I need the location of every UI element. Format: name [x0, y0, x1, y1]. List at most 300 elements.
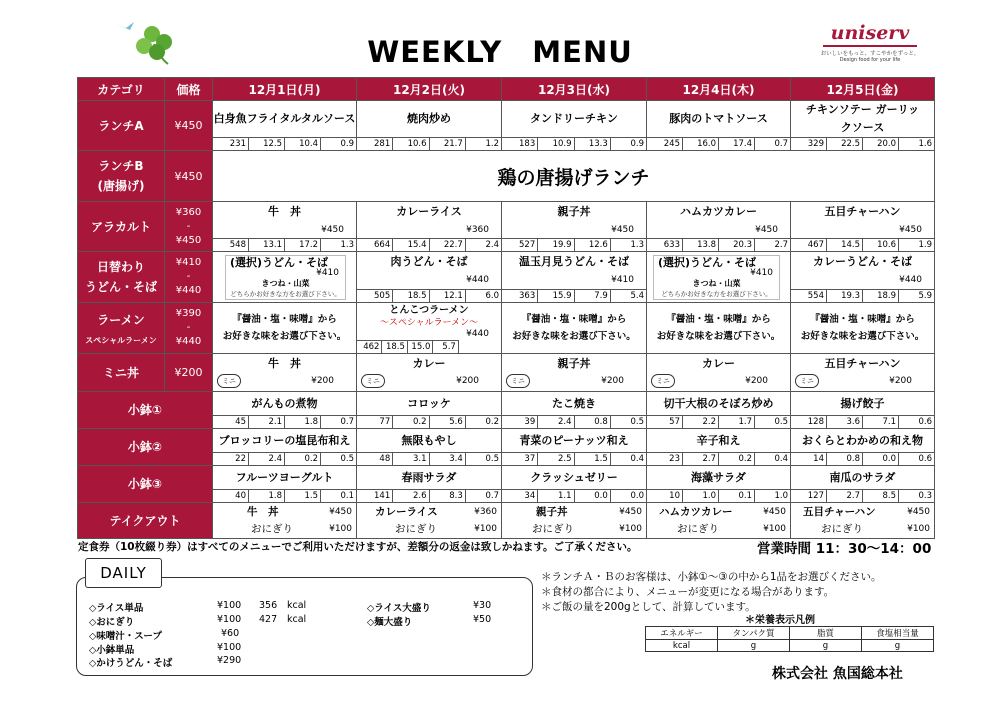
- nut-value: 16.0: [682, 138, 718, 150]
- nutrition-row: [357, 415, 501, 428]
- daily-item-name: ◇味噌汁・スープ: [89, 631, 162, 642]
- legend-header: タンパク質: [718, 627, 790, 640]
- dish-price: ¥360: [466, 225, 489, 235]
- nutrition-row: [213, 452, 356, 465]
- nut-value: 77: [379, 417, 391, 427]
- nut-value: 5.9: [898, 290, 934, 302]
- nut-value: 2.4: [465, 239, 501, 251]
- nut-value: 22.5: [826, 138, 862, 150]
- daily-extra-price: ¥30: [473, 600, 492, 611]
- price-min: ¥390: [175, 308, 202, 319]
- row-kobachi-2: [78, 429, 935, 466]
- nut-value: 12.1: [429, 290, 465, 302]
- nut-value: 37: [524, 454, 536, 464]
- nut-value: 2.2: [682, 416, 718, 428]
- nut-value: 10.6: [862, 239, 898, 251]
- row-lunch-b: [78, 151, 935, 202]
- nutrition-row: [647, 452, 790, 465]
- header-day: 12月3日(水): [502, 78, 647, 101]
- ramen-choice-line: 『醤油・塩・味噌』から: [810, 314, 915, 325]
- dish-name: 焼肉炒め: [407, 112, 451, 125]
- menu-cell: [357, 202, 502, 252]
- legend-unit: g: [862, 640, 934, 652]
- category-line: ラーメン: [97, 313, 145, 327]
- price-range: [165, 252, 213, 303]
- onigiri-label: おにぎり: [821, 522, 863, 535]
- nutrition-row: [213, 238, 356, 251]
- category-line: (唐揚げ): [97, 179, 145, 193]
- weekly-menu-table: [77, 77, 935, 539]
- takeout-price: ¥450: [329, 506, 352, 517]
- takeout-price: ¥360: [474, 506, 497, 517]
- nutrition-row: [357, 489, 501, 502]
- onigiri-price: ¥100: [763, 523, 786, 534]
- row-kobachi-3: [78, 466, 935, 503]
- nut-value: 14: [813, 454, 824, 464]
- onigiri-label: おにぎり: [677, 522, 719, 535]
- price-dash: -: [186, 220, 191, 232]
- dish-name: 牛 丼: [268, 205, 301, 218]
- daily-item-name: ◇ライス単品: [89, 603, 144, 614]
- nutrition-row: [791, 137, 934, 150]
- nut-value: 0.2: [284, 453, 320, 465]
- price-label: ¥450: [165, 151, 213, 202]
- legend-header: 脂質: [790, 627, 862, 640]
- nut-value: 128: [807, 417, 824, 427]
- nut-value: 5.4: [610, 290, 646, 302]
- nutrition-row: [502, 238, 646, 251]
- nut-value: 141: [374, 491, 391, 501]
- price-range: [165, 202, 213, 252]
- logo-tagline-en: Design food for your life: [839, 57, 901, 63]
- nut-value: 0.0: [574, 490, 610, 502]
- logo-underline: [823, 45, 917, 47]
- takeout-cell: [502, 503, 647, 539]
- menu-cell: [502, 252, 647, 303]
- row-minidon: [78, 354, 935, 392]
- menu-cell: [791, 202, 935, 252]
- nut-value: 1.5: [574, 453, 610, 465]
- menu-cell: [213, 101, 357, 151]
- ramen-choice: [791, 303, 935, 354]
- menu-cell: [213, 429, 357, 466]
- nut-value: 23: [669, 454, 680, 464]
- nut-value: 8.5: [862, 490, 898, 502]
- dish-name: クラッシュゼリー: [530, 471, 618, 484]
- choice-options: きつね・山菜: [261, 278, 310, 288]
- page-title: WEEKLY MENU: [367, 35, 633, 69]
- choice-note: どちらかお好きな方をお選び下さい。: [230, 289, 341, 298]
- dish-name: タンドリーチキン: [530, 112, 618, 125]
- price-max: ¥440: [175, 336, 202, 347]
- menu-cell: [502, 429, 647, 466]
- menu-cell: [357, 466, 502, 503]
- ramen-choice-line: 『醤油・塩・味噌』から: [666, 314, 771, 325]
- nut-value: 1.0: [754, 490, 790, 502]
- ramen-choice-line: 『醤油・塩・味噌』から: [521, 314, 627, 325]
- menu-cell: [213, 392, 357, 429]
- category-label: ミニ丼: [78, 354, 165, 392]
- nutrition-row: [213, 137, 356, 150]
- nut-value: 0.5: [754, 416, 790, 428]
- menu-cell: [647, 202, 791, 252]
- nut-value: 467: [807, 240, 824, 250]
- menu-cell: [791, 252, 935, 303]
- dish-price: ¥450: [611, 225, 634, 235]
- nut-value: 664: [374, 240, 391, 250]
- note-line: ＊ご飯の量を200gとして、計算しています。: [541, 601, 756, 613]
- dish-price: ¥200: [745, 375, 768, 386]
- nutrition-row: [213, 489, 356, 502]
- nut-value: 0.7: [320, 416, 356, 428]
- menu-cell: [213, 202, 357, 252]
- takeout-cell: [791, 503, 935, 539]
- legend-unit: g: [790, 640, 862, 652]
- nut-value: 505: [374, 291, 391, 301]
- nut-value: 0.2: [465, 416, 501, 428]
- daily-item-price: ¥100: [217, 614, 242, 625]
- notes-list: [541, 570, 882, 615]
- dish-price: ¥200: [601, 375, 624, 386]
- nut-value: 0.4: [754, 453, 790, 465]
- menu-cell: [502, 466, 647, 503]
- nut-value: 13.1: [248, 239, 284, 251]
- nut-value: 0.5: [610, 416, 646, 428]
- nutrition-row: [647, 137, 790, 150]
- price-label: ¥200: [165, 354, 213, 392]
- legend-unit: g: [718, 640, 790, 652]
- nut-value: 20.0: [862, 138, 898, 150]
- nut-value: 548: [229, 240, 246, 250]
- dish-price: ¥450: [755, 225, 778, 235]
- dish-price: ¥410: [750, 267, 773, 278]
- daily-item-kcal: 427: [259, 614, 278, 625]
- nut-value: 2.6: [392, 490, 428, 502]
- ramen-choice: [213, 303, 357, 354]
- nutrition-row: [502, 452, 646, 465]
- ramen-choice-line: お好きな味をお選び下さい。: [656, 331, 781, 342]
- price-dash: -: [186, 271, 191, 282]
- nut-value: 2.7: [826, 490, 862, 502]
- note-line: ＊食材の都合により、メニューが変更になる場合があります。: [541, 586, 835, 598]
- nut-value: 527: [519, 240, 536, 250]
- category-label: 小鉢③: [78, 466, 213, 503]
- category-label: ランチA: [78, 101, 165, 151]
- dish-name: 親子丼: [557, 205, 591, 218]
- dish-name: (選択)うどん・そば: [230, 255, 329, 269]
- daily-extra-price: ¥50: [473, 614, 492, 625]
- header-day: 12月2日(火): [357, 78, 502, 101]
- nutrition-row: [647, 238, 790, 251]
- onigiri-price: ¥100: [474, 523, 497, 534]
- mini-bubble: ミニ: [361, 374, 385, 388]
- menu-cell: [357, 429, 502, 466]
- mini-bubble: ミニ: [217, 374, 241, 388]
- row-udon: [78, 252, 935, 303]
- dish-price: ¥440: [466, 328, 489, 339]
- takeout-price: ¥450: [763, 506, 786, 517]
- price-min: ¥410: [175, 257, 202, 268]
- nut-value: 39: [524, 417, 536, 427]
- nut-value: 1.8: [248, 490, 284, 502]
- daily-item-price: ¥290: [217, 655, 242, 666]
- lunch-b-dish: 鶏の唐揚げランチ: [213, 151, 935, 202]
- company-name: 株式会社 魚国総本社: [772, 666, 903, 682]
- row-takeout: [78, 503, 935, 539]
- nutrition-row: [791, 452, 934, 465]
- nutrition-row: [647, 415, 790, 428]
- daily-item-kcal: 356: [259, 600, 278, 611]
- nut-value: 21.7: [429, 138, 465, 150]
- dish-name: 切干大根のそぼろ炒め: [663, 397, 774, 410]
- nut-value: 13.3: [574, 138, 610, 150]
- nut-value: 633: [663, 240, 680, 250]
- menu-cell: [647, 429, 791, 466]
- logo-tagline: おいしいをもっと、すこやかをずっと。: [820, 51, 920, 57]
- takeout-dish: ハムカツカレー: [659, 505, 733, 518]
- nut-value: 1.7: [718, 416, 754, 428]
- nut-value: 17.2: [284, 239, 320, 251]
- nut-value: 0.5: [320, 453, 356, 465]
- onigiri-label: おにぎり: [251, 522, 293, 535]
- dish-name: 辛子和え: [696, 434, 741, 447]
- dish-name: 五目チャーハン: [824, 356, 901, 370]
- nutrition-row: [791, 238, 934, 251]
- nut-value: 10: [669, 491, 680, 501]
- dish-name: 南瓜のサラダ: [829, 471, 896, 484]
- category-label: [78, 151, 165, 202]
- nutrition-row: [502, 489, 646, 502]
- dish-name: 海藻サラダ: [691, 471, 746, 484]
- header-price: 価格: [165, 78, 213, 101]
- nut-value: 13.8: [682, 239, 718, 251]
- dish-name: コロッケ: [407, 397, 451, 410]
- nut-value: 34: [524, 491, 536, 501]
- nutrition-row: [357, 238, 501, 251]
- nut-value: 14.5: [826, 239, 862, 251]
- dish-name: カレー: [702, 356, 735, 370]
- nut-value: 1.6: [898, 138, 934, 150]
- nutrition-row: [357, 289, 501, 302]
- daily-item-price: ¥100: [217, 600, 242, 611]
- nut-value: 0.9: [610, 138, 646, 150]
- nut-value: 2.4: [537, 416, 573, 428]
- menu-cell: [791, 392, 935, 429]
- menu-cell: [647, 354, 791, 392]
- category-line: ランチB: [98, 159, 144, 173]
- nutrition-row: [647, 489, 790, 502]
- nutrition-row: [213, 415, 356, 428]
- takeout-price: ¥450: [907, 506, 930, 517]
- nut-value: 2.7: [682, 453, 718, 465]
- note-line: ＊ランチＡ・Ｂのお客様は、小鉢①～③の中から1品をお選びください。: [541, 571, 882, 583]
- nut-value: 10.6: [392, 138, 428, 150]
- nut-value: 57: [669, 417, 680, 427]
- dish-name: 白身魚フライタルタルソース: [213, 112, 356, 125]
- nut-value: 1.5: [284, 490, 320, 502]
- nut-value: 1.0: [682, 490, 718, 502]
- nut-value: 6.0: [465, 290, 501, 302]
- nut-value: 18.5: [381, 341, 406, 353]
- nut-value: 0.0: [610, 490, 646, 502]
- nut-value: 19.9: [537, 239, 573, 251]
- menu-cell: [357, 303, 502, 354]
- nut-value: 183: [519, 139, 536, 149]
- dish-price: ¥200: [889, 375, 912, 386]
- nut-value: 12.6: [574, 239, 610, 251]
- takeout-dish: カレーライス: [375, 505, 438, 518]
- header-row: [78, 78, 935, 101]
- nut-value: 0.8: [826, 453, 862, 465]
- nutrition-row: [791, 489, 934, 502]
- ramen-choice: [647, 303, 791, 354]
- business-hours: 営業時間 11：30～14：00: [757, 541, 932, 557]
- dish-name: 牛 丼: [268, 356, 301, 370]
- dish-name: がんもの煮物: [251, 397, 318, 410]
- logo-brand: uniserv: [830, 22, 910, 44]
- row-alacarte: [78, 202, 935, 252]
- menu-cell: [357, 392, 502, 429]
- menu-cell: [213, 354, 357, 392]
- price-dash: -: [186, 322, 191, 333]
- nut-value: 0.0: [862, 453, 898, 465]
- daily-extra-name: ◇麺大盛り: [367, 617, 413, 628]
- daily-item-name: ◇小鉢単品: [89, 645, 135, 656]
- dish-name: (選択)うどん・そば: [658, 255, 757, 269]
- nut-value: 10.4: [284, 138, 320, 150]
- takeout-cell: [357, 503, 502, 539]
- header-category: カテゴリ: [78, 78, 165, 101]
- ramen-choice-line: お好きな味をお選び下さい。: [222, 331, 347, 342]
- ramen-choice-line: お好きな味をお選び下さい。: [800, 331, 925, 342]
- dish-price: ¥410: [611, 275, 634, 285]
- nut-value: 3.6: [826, 416, 862, 428]
- category-label: 小鉢①: [78, 392, 213, 429]
- menu-cell: [791, 429, 935, 466]
- daily-item-price: ¥100: [217, 642, 242, 653]
- nut-value: 281: [374, 139, 391, 149]
- choice-note: どちらかお好きな方をお選び下さい。: [661, 289, 772, 298]
- nut-value: 48: [379, 454, 391, 464]
- nut-value: 7.9: [574, 290, 610, 302]
- price-range: [165, 303, 213, 354]
- ramen-choice: [502, 303, 647, 354]
- legend-header: エネルギー: [646, 627, 718, 640]
- price-min: ¥360: [175, 206, 202, 218]
- nut-value: 2.5: [537, 453, 573, 465]
- dish-name: カレーうどん・そば: [813, 255, 912, 268]
- nut-value: 22.7: [429, 239, 465, 251]
- nutrition-row: [357, 137, 501, 150]
- nutrition-row: [502, 289, 646, 302]
- nut-value: 22: [235, 454, 246, 464]
- nut-value: 0.6: [898, 416, 934, 428]
- dish-price: ¥450: [899, 225, 922, 235]
- nut-value: 0.1: [718, 490, 754, 502]
- choice-options: きつね・山菜: [692, 278, 741, 288]
- takeout-dish: 親子丼: [536, 505, 568, 518]
- nut-value: 17.4: [718, 138, 754, 150]
- price-max: ¥440: [175, 285, 202, 296]
- nut-value: 0.2: [392, 416, 428, 428]
- nutrition-row: [357, 452, 501, 465]
- nut-value: 554: [807, 291, 824, 301]
- daily-item-name: ◇おにぎり: [89, 617, 135, 628]
- nutrition-row: [791, 289, 934, 302]
- dish-name: 温玉月見うどん・そば: [519, 255, 629, 268]
- menu-cell: [647, 101, 791, 151]
- dish-name: 揚げ餃子: [840, 397, 885, 410]
- menu-cell: [502, 202, 647, 252]
- dish-price: ¥410: [316, 267, 339, 278]
- dish-name: たこ焼き: [552, 397, 596, 410]
- daily-item-price: ¥60: [221, 628, 240, 639]
- nut-value: 127: [807, 491, 824, 501]
- menu-cell: [647, 252, 791, 303]
- nut-value: 5.6: [429, 416, 465, 428]
- nut-value: 2.7: [754, 239, 790, 251]
- daily-label: DAILY: [85, 558, 162, 588]
- dish-name: 青菜のピーナッツ和え: [519, 434, 629, 447]
- nut-value: 0.1: [320, 490, 356, 502]
- menu-cell: [791, 466, 935, 503]
- nut-value: 1.3: [610, 239, 646, 251]
- nut-value: 1.1: [537, 490, 573, 502]
- nut-value: 19.3: [826, 290, 862, 302]
- category-line: 日替わり: [96, 260, 145, 274]
- nut-value: 0.6: [898, 453, 934, 465]
- nut-value: 18.5: [392, 290, 428, 302]
- nutrition-row: [357, 340, 459, 353]
- legend-header: 食塩相当量: [862, 627, 934, 640]
- row-ramen: [78, 303, 935, 354]
- menu-cell: [213, 252, 357, 303]
- dish-name: フルーツヨーグルト: [235, 471, 334, 484]
- dish-name: 春雨サラダ: [401, 471, 457, 484]
- dish-price: ¥200: [311, 375, 334, 386]
- nut-value: 12.5: [248, 138, 284, 150]
- nut-value: 1.2: [465, 138, 501, 150]
- row-kobachi-1: [78, 392, 935, 429]
- nut-value: 45: [235, 417, 246, 427]
- category-label: テイクアウト: [78, 503, 213, 539]
- nut-value: 2.1: [248, 416, 284, 428]
- nutrition-legend: [645, 626, 934, 652]
- nut-value: 8.3: [429, 490, 465, 502]
- daily-item-unit: kcal: [287, 600, 307, 611]
- takeout-cell: [213, 503, 357, 539]
- dish-price: ¥200: [456, 375, 479, 386]
- nut-value: 5.7: [432, 341, 457, 353]
- onigiri-label: おにぎり: [532, 522, 574, 535]
- dish-name: カレー: [412, 356, 446, 370]
- nutrition-row: [502, 137, 646, 150]
- uniserv-logo: [805, 22, 935, 74]
- dish-name: 親子丼: [557, 356, 591, 370]
- daily-item-unit: kcal: [287, 614, 307, 625]
- nut-value: 363: [519, 291, 536, 301]
- nut-value: 20.3: [718, 239, 754, 251]
- menu-cell: [213, 466, 357, 503]
- nut-value: 0.7: [754, 138, 790, 150]
- header-day: 12月4日(木): [647, 78, 791, 101]
- header-day: 12月5日(金): [791, 78, 935, 101]
- takeout-dish: 牛 丼: [247, 505, 279, 518]
- takeout-cell: [647, 503, 791, 539]
- choice-box: [225, 255, 346, 300]
- takeout-price: ¥450: [619, 506, 642, 517]
- menu-cell: [647, 392, 791, 429]
